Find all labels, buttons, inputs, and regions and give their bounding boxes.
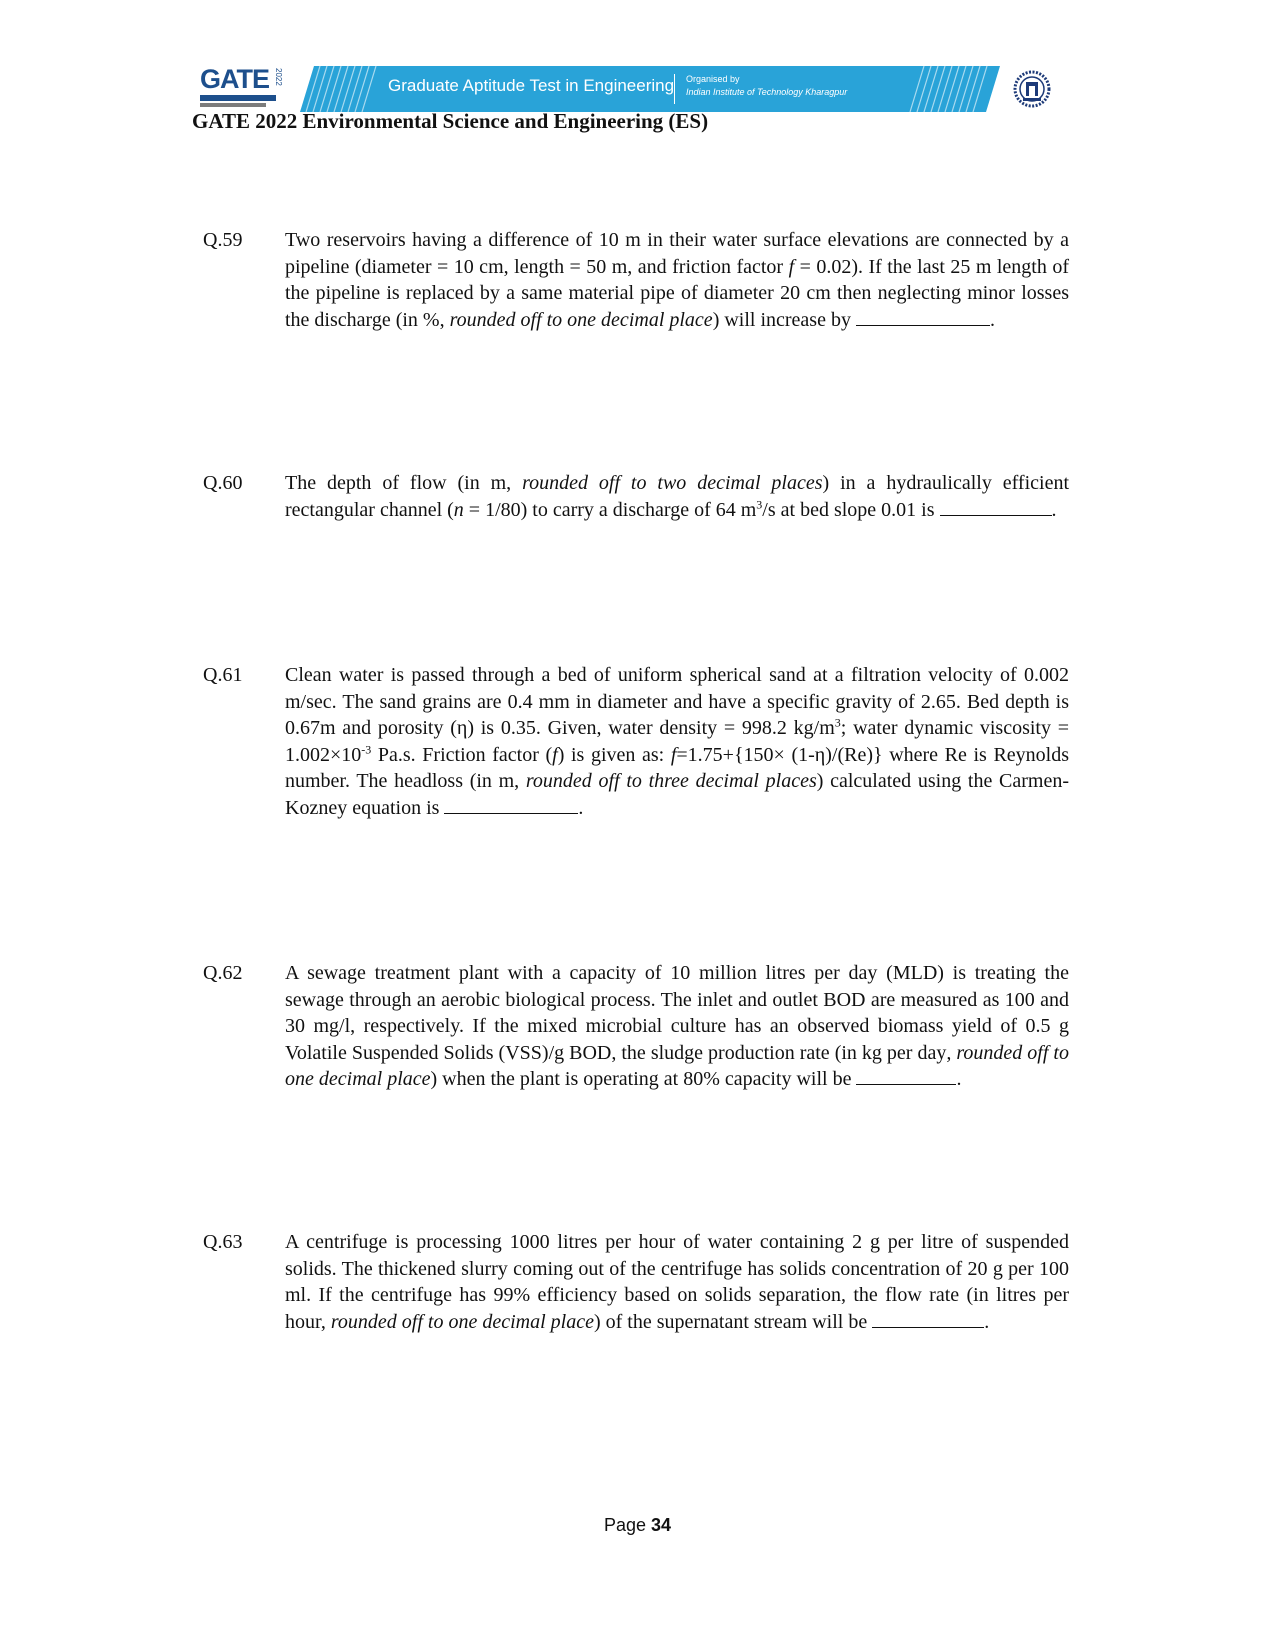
question-end: . — [1051, 498, 1057, 521]
answer-blank — [872, 1309, 984, 1328]
symbol-f: f — [552, 743, 558, 766]
answer-blank — [856, 307, 990, 326]
question-text — [285, 662, 1069, 821]
document-title: GATE 2022 Environmental Science and Engineering (ES) — [192, 109, 709, 133]
answer-blank — [856, 1066, 956, 1085]
question-text — [285, 470, 1069, 523]
gate-logo — [200, 64, 290, 112]
question-end: . — [578, 796, 584, 819]
page-header — [200, 66, 1060, 112]
question-text-part: ) will increase by — [712, 308, 856, 331]
iit-kharagpur-emblem-icon — [1012, 68, 1052, 110]
rounding-instruction: rounded off to three decimal places — [525, 770, 817, 792]
question-text — [285, 1229, 1069, 1335]
question-text-part: /s at bed slope 0.01 is — [762, 498, 940, 521]
symbol-f: f — [788, 255, 795, 278]
superscript: 3 — [756, 496, 763, 511]
question-text-part: ) calculated using the Carmen-Kozney equation is — [285, 770, 1070, 819]
organised-by-label: Organised by — [686, 74, 740, 84]
answer-blank — [940, 497, 1052, 516]
rounding-instruction: rounded off to one decimal place — [330, 1310, 594, 1333]
question-end: . — [989, 308, 995, 331]
question-text-part: ; water dynamic viscosity = 1.002×10 — [285, 717, 1069, 766]
page-footer — [0, 1515, 1275, 1536]
question-number: Q.60 — [203, 472, 243, 494]
question-text-part: ) of the supernatant stream will be — [593, 1310, 873, 1333]
logo-tagline-bar-secondary — [200, 103, 266, 107]
question-text-part: = 0.02). If the last 25 m length of the pipeline is replaced by a same material pipe of diameter 20 cm then neglecting minor losses the discharge (in %, — [285, 255, 1069, 331]
question-text-part: A sewage treatment plant with a capacity of 10 million litres per day (MLD) is treating the sewage through an aerobic biological process. The inlet and outlet BOD are measured as 100 and 30 mg/l, respectively. If the mixed microbial culture has an observed biomass yield of 0.5 g Volatile Suspended Solids (VSS)/g BOD, the sludge production rate (in kg per day — [285, 962, 1069, 1064]
logo-year: 2022 — [274, 68, 283, 86]
rounding-instruction: rounded off to one decimal place — [449, 308, 713, 331]
question-text — [285, 960, 1069, 1093]
question-number: Q.62 — [203, 962, 243, 984]
question-text-part: ) is given as: — [557, 743, 671, 766]
symbol-n: n — [453, 498, 464, 521]
question-text-part: =1.75+{150× (1-η)/(Re)} where Re is Reynolds number. The headloss (in m, — [285, 743, 1070, 792]
question-text — [285, 227, 1069, 333]
question-end: . — [956, 1068, 962, 1090]
question-text-part: A centrifuge is processing 1000 litres per hour of water containing 2 g per litre of suspended solids. The thickened slurry coming out of the centrifuge has solids concentration of 20 g per 100 ml. If the centrifuge has 99% efficiency based on solids separation, the flow rate (in litres per hour, — [285, 1231, 1069, 1333]
question-end: . — [984, 1310, 990, 1333]
superscript: -3 — [361, 741, 372, 756]
rounding-instruction: rounded off to two decimal places — [522, 472, 823, 494]
header-banner — [300, 66, 1000, 112]
question-text-part: The depth of flow (in m, — [285, 472, 523, 494]
question-text-part: Clean water is passed through a bed of uniform spherical sand at a filtration velocity of 0.002 m/sec. The sand grains are 0.4 mm in diameter and have a specific gravity of 2.65. Bed depth is 0.67m and porosity (η) is 0.35. Given, water density = 998.2 kg/m — [285, 664, 1069, 739]
question-number: Q.61 — [203, 664, 243, 686]
symbol-f: f — [670, 743, 677, 766]
question-text-part: = 1/80) to carry a discharge of 64 m — [463, 498, 757, 521]
organiser-name: Indian Institute of Technology Kharagpur — [686, 87, 848, 97]
banner-title: Graduate Aptitude Test in Engineering — [388, 76, 675, 95]
question-number: Q.63 — [203, 1231, 243, 1253]
question-number: Q.59 — [203, 229, 243, 251]
page-number: 34 — [651, 1515, 672, 1535]
question-text-part: Two reservoirs having a difference of 10 m in their water surface elevations are connected by a pipeline (diameter = 10 cm, length = 50 m, and friction factor — [285, 229, 1069, 278]
logo-tagline-bar — [200, 95, 276, 101]
superscript: 3 — [834, 715, 841, 730]
answer-blank — [444, 795, 578, 814]
question-text-part: Pa.s. Friction factor ( — [371, 743, 553, 766]
rounding-instruction: , rounded off to one decimal place — [285, 1041, 1069, 1090]
page-label: Page — [603, 1515, 651, 1535]
logo-text: GATE — [200, 64, 269, 94]
question-text-part: ) in a hydraulically efficient rectangular channel ( — [285, 472, 1070, 521]
banner-divider — [674, 74, 675, 104]
question-text-part: ) when the plant is operating at 80% capacity will be — [430, 1068, 857, 1090]
